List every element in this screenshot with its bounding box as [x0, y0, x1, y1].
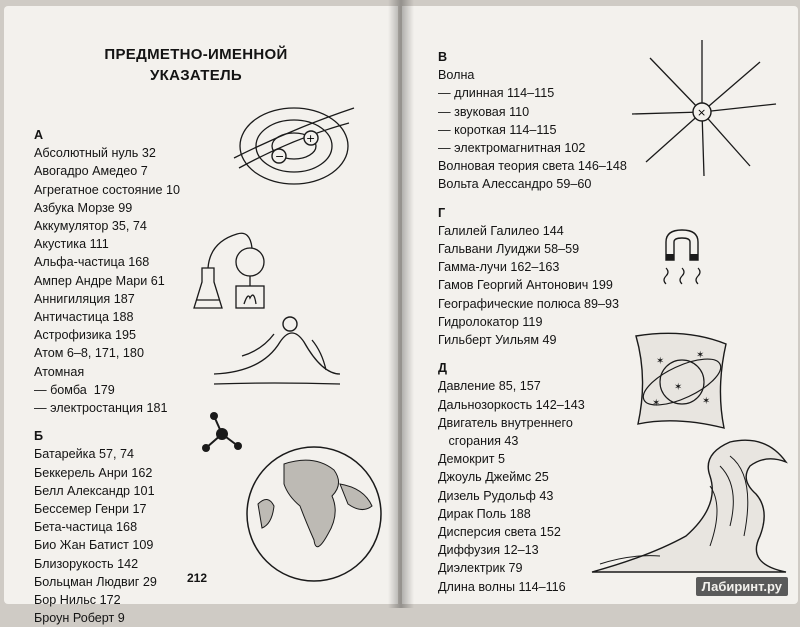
index-entry: Волновая теория света 146–148: [438, 159, 627, 174]
index-entry: Альфа-частица 168: [34, 255, 150, 270]
index-entry: Броун Роберт 9: [34, 611, 125, 626]
index-letter-heading: Г: [438, 205, 446, 220]
horseshoe-magnet-illustration: [658, 226, 708, 286]
svg-text:×: ×: [697, 106, 707, 119]
index-entry: Джоуль Джеймс 25: [438, 470, 549, 485]
magnetic-field-dipole-illustration: [229, 98, 359, 198]
index-entry: — звуковая 110: [438, 104, 530, 119]
index-entry: — бомба 179: [34, 382, 115, 397]
index-entry: Больцман Людвиг 29: [34, 574, 157, 589]
index-entry: Агрегатное состояние 10: [34, 182, 180, 197]
index-title-line2: УКАЗАТЕЛЬ: [150, 67, 242, 84]
index-entry: Беккерель Анри 162: [34, 465, 153, 480]
index-entry: сгорания 43: [438, 434, 519, 449]
index-entry: Демокрит 5: [438, 452, 506, 467]
index-entry: Диффузия 12–13: [438, 543, 539, 558]
index-letter-heading: А: [34, 128, 44, 142]
index-entry: Атомная: [34, 364, 85, 379]
watermark: Лабиринт.ру: [696, 577, 788, 596]
ocean-wave-illustration: [590, 436, 790, 576]
index-entry: Ампер Андре Мари 61: [34, 273, 165, 288]
left-index-column: [34, 126, 180, 627]
index-entry: Античастица 188: [34, 310, 134, 325]
index-entry: Давление 85, 157: [438, 379, 541, 394]
index-title: [96, 44, 296, 86]
index-entry: Белл Александр 101: [34, 483, 155, 498]
index-entry: Галилей Галилео 144: [438, 223, 564, 238]
index-entry: Бор Нильс 172: [34, 593, 121, 608]
index-entry: Вольта Алессандро 59–60: [438, 177, 592, 192]
index-entry: Бессемер Генри 17: [34, 502, 147, 517]
index-entry: Абсолютный нуль 32: [34, 146, 156, 161]
molecule-illustration: [200, 410, 244, 460]
ball-on-hill-illustration: [212, 312, 342, 390]
index-entry: Бета-частица 168: [34, 520, 138, 535]
index-entry: Аннигиляция 187: [34, 291, 135, 306]
index-entry: Двигатель внутреннего: [438, 415, 573, 430]
svg-text:+: +: [306, 132, 316, 145]
index-entry: Волна: [438, 68, 475, 83]
index-entry: Дирак Поль 188: [438, 506, 531, 521]
left-page: [4, 6, 398, 626]
index-entry: Дизель Рудольф 43: [438, 488, 554, 503]
svg-text:✶: ✶: [656, 356, 665, 367]
star-map-scroll-illustration: [626, 328, 736, 436]
chemistry-flask-apparatus-illustration: [192, 220, 277, 315]
index-letter-heading: В: [438, 50, 448, 64]
index-entry: Био Жан Батист 109: [34, 538, 154, 553]
index-entry: Аккумулятор 35, 74: [34, 219, 147, 234]
index-entry: Дисперсия света 152: [438, 525, 561, 540]
index-entry: — электромагнитная 102: [438, 141, 586, 156]
index-entry: Дальнозоркость 142–143: [438, 397, 585, 412]
index-entry: Географические полюса 89–93: [438, 296, 620, 311]
index-entry: Гальвани Луиджи 58–59: [438, 242, 580, 257]
index-gap: [438, 349, 627, 359]
index-entry: Гидролокатор 119: [438, 314, 543, 329]
index-entry: Авогадро Амедео 7: [34, 164, 148, 179]
index-entry: Гамов Георгий Антонович 199: [438, 278, 613, 293]
svg-text:−: −: [275, 150, 285, 163]
index-entry: Атом 6–8, 171, 180: [34, 346, 144, 361]
index-entry: Батарейка 57, 74: [34, 447, 134, 462]
index-entry: Акустика 111: [34, 237, 109, 252]
svg-text:✶: ✶: [702, 396, 711, 407]
book-gutter: [388, 0, 414, 608]
index-entry: Диэлектрик 79: [438, 561, 523, 576]
index-letter-heading: Б: [34, 429, 44, 444]
svg-text:✶: ✶: [652, 398, 661, 409]
index-entry: Близорукость 142: [34, 556, 139, 571]
index-entry: Астрофизика 195: [34, 328, 136, 343]
index-entry: Азбука Морзе 99: [34, 200, 133, 215]
right-page: [402, 6, 798, 604]
index-gap: [438, 194, 627, 204]
svg-text:✶: ✶: [696, 350, 705, 361]
index-title-line1: ПРЕДМЕТНО-ИМЕННОЙ: [104, 46, 288, 63]
index-entry: Гамма-лучи 162–163: [438, 260, 560, 275]
earth-globe-illustration: [244, 444, 384, 584]
index-letter-heading: Д: [438, 361, 447, 376]
svg-text:✶: ✶: [674, 382, 683, 393]
index-entry: — длинная 114–115: [438, 86, 555, 101]
index-gap: [34, 417, 180, 427]
index-entry: — электростанция 181: [34, 401, 168, 416]
index-entry: Гильберт Уильям 49: [438, 333, 557, 348]
index-entry: Длина волны 114–116: [438, 579, 566, 594]
index-entry: — короткая 114–115: [438, 122, 557, 137]
page-number: 212: [187, 571, 208, 585]
radiating-arrows-illustration: [630, 34, 780, 179]
